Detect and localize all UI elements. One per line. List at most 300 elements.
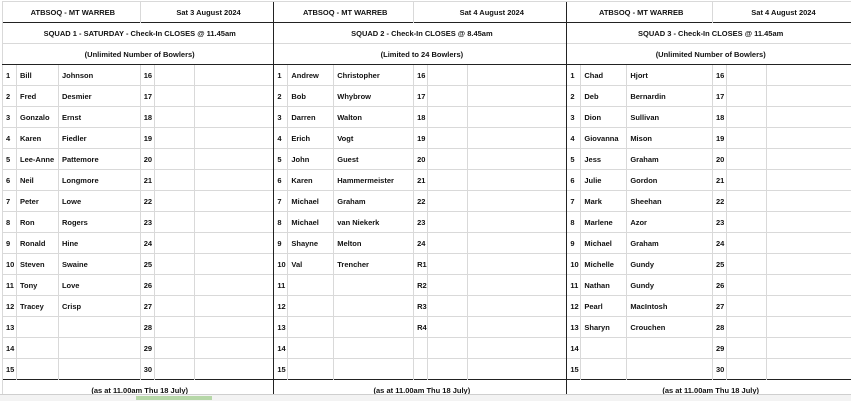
- empty-cell: [194, 107, 274, 128]
- empty-cell: [428, 65, 468, 86]
- empty-cell: [428, 317, 468, 338]
- lane-number: 26: [712, 275, 726, 296]
- table-row: [3, 296, 851, 317]
- last-name: [627, 359, 713, 380]
- row-number: 15: [274, 359, 288, 380]
- empty-cell: [766, 65, 851, 86]
- empty-cell: [467, 191, 567, 212]
- empty-cell: [428, 149, 468, 170]
- lane-number: 24: [140, 233, 154, 254]
- table-row: [3, 65, 851, 86]
- empty-cell: [428, 296, 468, 317]
- status-bar-highlight: [136, 396, 212, 400]
- lane-number: R2: [414, 275, 428, 296]
- first-name: Gonzalo: [16, 107, 58, 128]
- first-name: Mark: [581, 191, 627, 212]
- first-name: Bob: [288, 86, 334, 107]
- lane-number: 17: [140, 86, 154, 107]
- empty-cell: [467, 149, 567, 170]
- empty-cell: [726, 233, 766, 254]
- empty-cell: [467, 359, 567, 380]
- last-name: Ernst: [58, 107, 140, 128]
- lane-number: 16: [712, 65, 726, 86]
- last-name: van Niekerk: [334, 212, 414, 233]
- empty-cell: [194, 170, 274, 191]
- empty-cell: [467, 212, 567, 233]
- first-name: Karen: [16, 128, 58, 149]
- table-row: [3, 338, 851, 359]
- first-name: Bill: [16, 65, 58, 86]
- empty-cell: [467, 275, 567, 296]
- empty-cell: [766, 191, 851, 212]
- last-name: Mison: [627, 128, 713, 149]
- empty-cell: [428, 128, 468, 149]
- lane-number: 19: [140, 128, 154, 149]
- empty-cell: [766, 275, 851, 296]
- lane-number: 17: [414, 86, 428, 107]
- squad-grid: [2, 1, 851, 401]
- first-name: [288, 359, 334, 380]
- squad-heading: SQUAD 3 - Check-In CLOSES @ 11.45am: [567, 23, 851, 44]
- table-row: [3, 359, 851, 380]
- row-number: 7: [274, 191, 288, 212]
- table-row: [3, 86, 851, 107]
- lane-number: 19: [414, 128, 428, 149]
- empty-cell: [467, 317, 567, 338]
- first-name: Darren: [288, 107, 334, 128]
- empty-cell: [194, 233, 274, 254]
- empty-cell: [154, 233, 194, 254]
- first-name: Michelle: [581, 254, 627, 275]
- lane-number: [414, 338, 428, 359]
- empty-cell: [154, 191, 194, 212]
- row-number: 7: [3, 191, 17, 212]
- last-name: [58, 338, 140, 359]
- first-name: Pearl: [581, 296, 627, 317]
- empty-cell: [726, 317, 766, 338]
- row-number: 3: [3, 107, 17, 128]
- empty-cell: [766, 254, 851, 275]
- last-name: Sheehan: [627, 191, 713, 212]
- empty-cell: [154, 149, 194, 170]
- empty-cell: [726, 86, 766, 107]
- event-date: Sat 3 August 2024: [140, 2, 274, 23]
- lane-number: 28: [712, 317, 726, 338]
- row-number: 1: [3, 65, 17, 86]
- row-number: 2: [3, 86, 17, 107]
- empty-cell: [428, 107, 468, 128]
- empty-cell: [726, 107, 766, 128]
- row-number: 12: [3, 296, 17, 317]
- last-name: Hine: [58, 233, 140, 254]
- last-name: Melton: [334, 233, 414, 254]
- empty-cell: [428, 359, 468, 380]
- first-name: Michael: [288, 212, 334, 233]
- row-number: 11: [567, 275, 581, 296]
- last-name: Crisp: [58, 296, 140, 317]
- last-name: Desmier: [58, 86, 140, 107]
- row-number: 11: [3, 275, 17, 296]
- first-name: Steven: [16, 254, 58, 275]
- last-name: MacIntosh: [627, 296, 713, 317]
- empty-cell: [154, 107, 194, 128]
- row-number: 11: [274, 275, 288, 296]
- empty-cell: [194, 275, 274, 296]
- empty-cell: [726, 149, 766, 170]
- empty-cell: [766, 317, 851, 338]
- row-number: 5: [274, 149, 288, 170]
- first-name: Marlene: [581, 212, 627, 233]
- last-name: [627, 338, 713, 359]
- last-name: Longmore: [58, 170, 140, 191]
- first-name: Erich: [288, 128, 334, 149]
- empty-cell: [154, 338, 194, 359]
- empty-cell: [726, 212, 766, 233]
- empty-cell: [154, 212, 194, 233]
- row-number: 2: [274, 86, 288, 107]
- as-at-note: (as at 11.00am Thu 18 July): [567, 380, 851, 401]
- first-name: [16, 338, 58, 359]
- empty-cell: [766, 296, 851, 317]
- row-number: 6: [274, 170, 288, 191]
- empty-cell: [428, 86, 468, 107]
- first-name: Julie: [581, 170, 627, 191]
- event-title: ATBSOQ - MT WARREB: [567, 2, 713, 23]
- empty-cell: [154, 317, 194, 338]
- table-row: [3, 212, 851, 233]
- empty-cell: [467, 128, 567, 149]
- first-name: Giovanna: [581, 128, 627, 149]
- lane-number: 24: [414, 233, 428, 254]
- lane-number: 20: [712, 149, 726, 170]
- last-name: Rogers: [58, 212, 140, 233]
- row-number: 15: [567, 359, 581, 380]
- first-name: Ronald: [16, 233, 58, 254]
- as-at-note: (as at 11.00am Thu 18 July): [3, 380, 274, 401]
- lane-number: 30: [712, 359, 726, 380]
- row-number: 12: [567, 296, 581, 317]
- event-title: ATBSOQ - MT WARREB: [274, 2, 414, 23]
- lane-number: 20: [414, 149, 428, 170]
- table-row: [3, 254, 851, 275]
- empty-cell: [194, 191, 274, 212]
- first-name: John: [288, 149, 334, 170]
- row-number: 10: [274, 254, 288, 275]
- empty-cell: [467, 254, 567, 275]
- empty-cell: [428, 191, 468, 212]
- row-number: 3: [567, 107, 581, 128]
- last-name: Walton: [334, 107, 414, 128]
- lane-number: 21: [414, 170, 428, 191]
- first-name: Karen: [288, 170, 334, 191]
- row-number: 4: [567, 128, 581, 149]
- empty-cell: [467, 86, 567, 107]
- lane-number: 29: [140, 338, 154, 359]
- row-number: 8: [274, 212, 288, 233]
- bowler-limit: (Limited to 24 Bowlers): [274, 44, 567, 65]
- row-number: 3: [274, 107, 288, 128]
- empty-cell: [154, 275, 194, 296]
- table-row: [3, 317, 851, 338]
- empty-cell: [428, 254, 468, 275]
- first-name: [288, 275, 334, 296]
- last-name: Gundy: [627, 275, 713, 296]
- first-name: Jess: [581, 149, 627, 170]
- lane-number: 23: [140, 212, 154, 233]
- row-number: 5: [3, 149, 17, 170]
- first-name: Neil: [16, 170, 58, 191]
- empty-cell: [194, 149, 274, 170]
- first-name: Peter: [16, 191, 58, 212]
- empty-cell: [726, 296, 766, 317]
- last-name: Christopher: [334, 65, 414, 86]
- last-name: Graham: [627, 149, 713, 170]
- empty-cell: [194, 212, 274, 233]
- row-number: 9: [274, 233, 288, 254]
- first-name: [16, 317, 58, 338]
- empty-cell: [194, 317, 274, 338]
- last-name: Pattemore: [58, 149, 140, 170]
- first-name: Deb: [581, 86, 627, 107]
- first-name: Chad: [581, 65, 627, 86]
- row-number: 9: [3, 233, 17, 254]
- empty-cell: [428, 233, 468, 254]
- lane-number: 19: [712, 128, 726, 149]
- row-number: 6: [567, 170, 581, 191]
- empty-cell: [154, 65, 194, 86]
- last-name: [334, 296, 414, 317]
- last-name: Fiedler: [58, 128, 140, 149]
- lane-number: R3: [414, 296, 428, 317]
- empty-cell: [154, 86, 194, 107]
- empty-cell: [194, 128, 274, 149]
- bowler-limit: (Unlimited Number of Bowlers): [3, 44, 274, 65]
- lane-number: 27: [712, 296, 726, 317]
- row-number: 10: [3, 254, 17, 275]
- lane-number: 22: [140, 191, 154, 212]
- lane-number: 20: [140, 149, 154, 170]
- first-name: [581, 359, 627, 380]
- empty-cell: [428, 275, 468, 296]
- empty-cell: [467, 65, 567, 86]
- row-number: 7: [567, 191, 581, 212]
- lane-number: 18: [140, 107, 154, 128]
- table-row: [3, 275, 851, 296]
- lane-number: 22: [712, 191, 726, 212]
- row-number: 10: [567, 254, 581, 275]
- table-row: [3, 170, 851, 191]
- table-row: [3, 233, 851, 254]
- first-name: Fred: [16, 86, 58, 107]
- first-name: [288, 317, 334, 338]
- lane-number: R1: [414, 254, 428, 275]
- last-name: Johnson: [58, 65, 140, 86]
- event-title: ATBSOQ - MT WARREB: [3, 2, 141, 23]
- lane-number: 30: [140, 359, 154, 380]
- last-name: Guest: [334, 149, 414, 170]
- empty-cell: [467, 107, 567, 128]
- empty-cell: [726, 338, 766, 359]
- lane-number: 17: [712, 86, 726, 107]
- empty-cell: [766, 86, 851, 107]
- first-name: Tony: [16, 275, 58, 296]
- empty-cell: [766, 107, 851, 128]
- first-name: Sharyn: [581, 317, 627, 338]
- empty-cell: [194, 254, 274, 275]
- first-name: Nathan: [581, 275, 627, 296]
- lane-number: 23: [414, 212, 428, 233]
- lane-number: 25: [712, 254, 726, 275]
- last-name: Swaine: [58, 254, 140, 275]
- lane-number: 26: [140, 275, 154, 296]
- lane-number: 18: [712, 107, 726, 128]
- last-name: Gordon: [627, 170, 713, 191]
- last-name: Bernardin: [627, 86, 713, 107]
- empty-cell: [154, 170, 194, 191]
- empty-cell: [194, 338, 274, 359]
- empty-cell: [154, 296, 194, 317]
- empty-cell: [766, 170, 851, 191]
- event-date: Sat 4 August 2024: [712, 2, 851, 23]
- empty-cell: [154, 254, 194, 275]
- first-name: Val: [288, 254, 334, 275]
- row-number: 5: [567, 149, 581, 170]
- empty-cell: [154, 128, 194, 149]
- row-number: 8: [3, 212, 17, 233]
- lane-number: 27: [140, 296, 154, 317]
- empty-cell: [428, 338, 468, 359]
- row-number: 1: [567, 65, 581, 86]
- first-name: Ron: [16, 212, 58, 233]
- empty-cell: [766, 149, 851, 170]
- last-name: [334, 317, 414, 338]
- empty-cell: [467, 296, 567, 317]
- first-name: Lee-Anne: [16, 149, 58, 170]
- lane-number: 23: [712, 212, 726, 233]
- row-number: 13: [274, 317, 288, 338]
- empty-cell: [467, 170, 567, 191]
- empty-cell: [726, 275, 766, 296]
- row-number: 2: [567, 86, 581, 107]
- lane-number: 21: [712, 170, 726, 191]
- empty-cell: [766, 212, 851, 233]
- as-at-note: (as at 11.00am Thu 18 July): [274, 380, 567, 401]
- last-name: Hammermeister: [334, 170, 414, 191]
- event-date: Sat 4 August 2024: [414, 2, 567, 23]
- empty-cell: [428, 212, 468, 233]
- empty-cell: [766, 128, 851, 149]
- last-name: [334, 338, 414, 359]
- empty-cell: [766, 233, 851, 254]
- empty-cell: [467, 338, 567, 359]
- row-number: 4: [274, 128, 288, 149]
- lane-number: 29: [712, 338, 726, 359]
- last-name: Gundy: [627, 254, 713, 275]
- last-name: Crouchen: [627, 317, 713, 338]
- empty-cell: [726, 359, 766, 380]
- last-name: Vogt: [334, 128, 414, 149]
- lane-number: 22: [414, 191, 428, 212]
- row-number: 9: [567, 233, 581, 254]
- empty-cell: [726, 254, 766, 275]
- first-name: Shayne: [288, 233, 334, 254]
- first-name: Michael: [581, 233, 627, 254]
- empty-cell: [467, 233, 567, 254]
- row-number: 12: [274, 296, 288, 317]
- table-row: [3, 149, 851, 170]
- first-name: [16, 359, 58, 380]
- row-number: 15: [3, 359, 17, 380]
- last-name: Sullivan: [627, 107, 713, 128]
- first-name: [581, 338, 627, 359]
- lane-number: 21: [140, 170, 154, 191]
- empty-cell: [726, 128, 766, 149]
- row-number: 8: [567, 212, 581, 233]
- empty-cell: [194, 296, 274, 317]
- row-number: 6: [3, 170, 17, 191]
- lane-number: R4: [414, 317, 428, 338]
- empty-cell: [766, 338, 851, 359]
- table-row: [3, 128, 851, 149]
- empty-cell: [194, 359, 274, 380]
- first-name: Dion: [581, 107, 627, 128]
- first-name: Tracey: [16, 296, 58, 317]
- lane-number: 16: [140, 65, 154, 86]
- first-name: Michael: [288, 191, 334, 212]
- lane-number: 25: [140, 254, 154, 275]
- lane-number: 24: [712, 233, 726, 254]
- empty-cell: [766, 359, 851, 380]
- empty-cell: [726, 191, 766, 212]
- last-name: Lowe: [58, 191, 140, 212]
- lane-number: 16: [414, 65, 428, 86]
- first-name: [288, 296, 334, 317]
- bowler-limit: (Unlimited Number of Bowlers): [567, 44, 851, 65]
- last-name: Trencher: [334, 254, 414, 275]
- table-row: [3, 191, 851, 212]
- last-name: [334, 359, 414, 380]
- table-row: [3, 107, 851, 128]
- last-name: Hjort: [627, 65, 713, 86]
- last-name: [58, 317, 140, 338]
- empty-cell: [726, 65, 766, 86]
- row-number: 1: [274, 65, 288, 86]
- last-name: Graham: [627, 233, 713, 254]
- empty-cell: [194, 86, 274, 107]
- row-number: 14: [3, 338, 17, 359]
- row-number: 14: [274, 338, 288, 359]
- last-name: [58, 359, 140, 380]
- last-name: [334, 275, 414, 296]
- last-name: Graham: [334, 191, 414, 212]
- lane-number: [414, 359, 428, 380]
- empty-cell: [154, 359, 194, 380]
- row-number: 4: [3, 128, 17, 149]
- first-name: [288, 338, 334, 359]
- row-number: 14: [567, 338, 581, 359]
- row-number: 13: [567, 317, 581, 338]
- lane-number: 28: [140, 317, 154, 338]
- last-name: Love: [58, 275, 140, 296]
- first-name: Andrew: [288, 65, 334, 86]
- last-name: Azor: [627, 212, 713, 233]
- empty-cell: [726, 170, 766, 191]
- empty-cell: [194, 65, 274, 86]
- empty-cell: [428, 170, 468, 191]
- row-number: 13: [3, 317, 17, 338]
- squad-heading: SQUAD 1 - SATURDAY - Check-In CLOSES @ 11.45am: [3, 23, 274, 44]
- squad-heading: SQUAD 2 - Check-In CLOSES @ 8.45am: [274, 23, 567, 44]
